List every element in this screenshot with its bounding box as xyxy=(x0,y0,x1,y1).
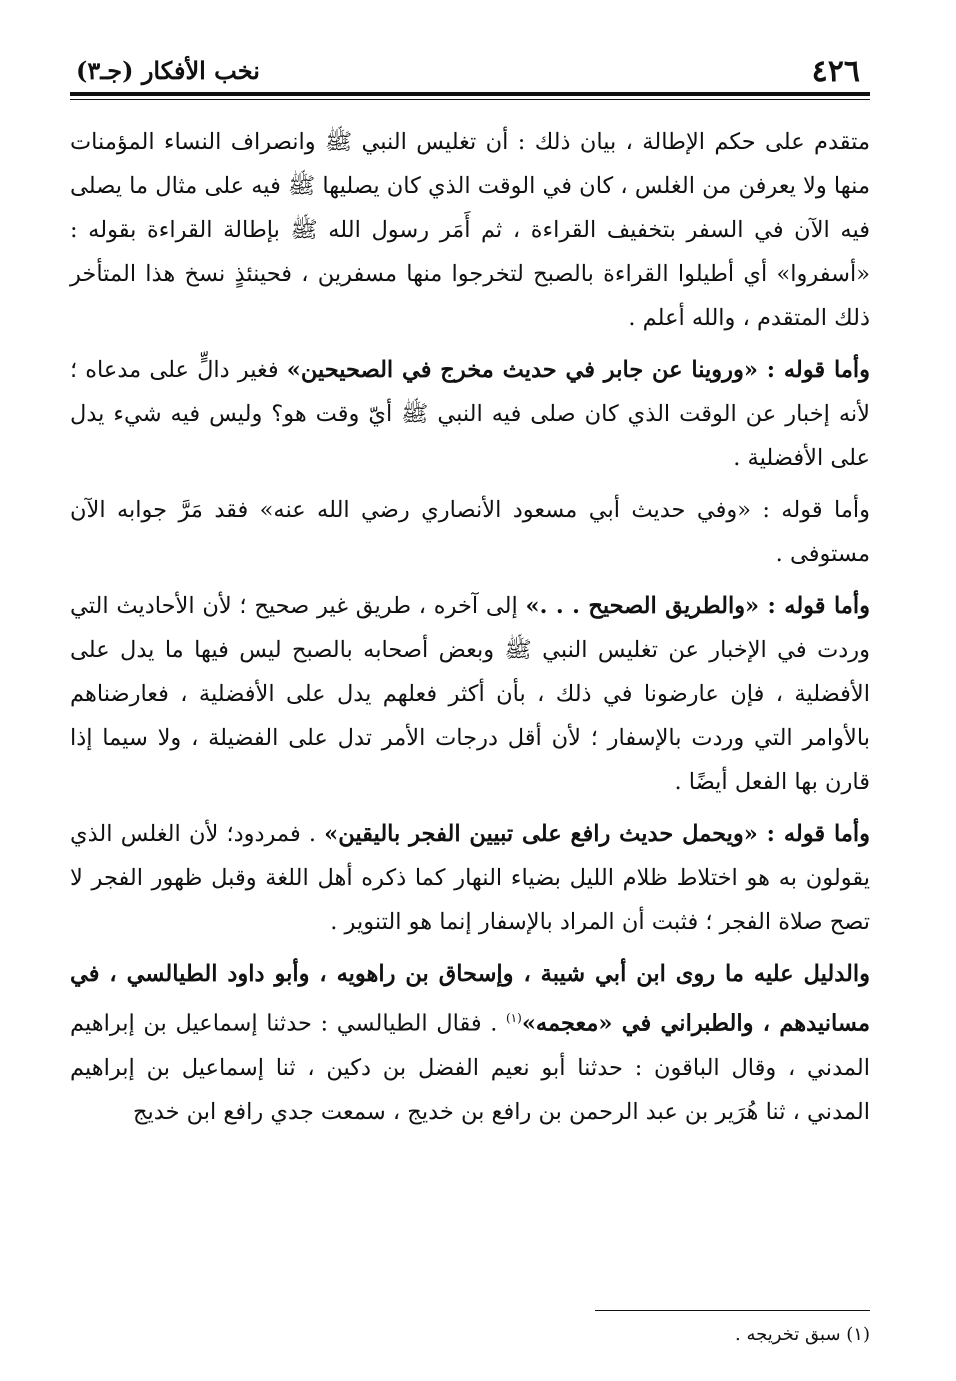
paragraph-text: وأما قوله : «وفي حديث أبي مسعود الأنصاري رضي الله عنه» فقد مَرَّ جوابه الآن مستوفى . xyxy=(70,497,870,567)
footnote: (١) سبق تخريجه . xyxy=(735,1324,870,1345)
paragraph-bold-lead: وأما قوله : «ويحمل حديث رافع على تبيين الفجر باليقين» xyxy=(324,821,870,847)
paragraph-bold-lead: وأما قوله : «والطريق الصحيح . . .» xyxy=(525,593,870,619)
page-body xyxy=(70,120,870,1142)
paragraph xyxy=(70,584,870,804)
footnote-rule xyxy=(595,1310,870,1311)
paragraph xyxy=(70,952,870,1134)
paragraph-bold-lead: والدليل عليه ما روى ابن أبي شيبة ، وإسحاق بن راهويه ، وأبو داود الطيالسي ، في مسانيدهم ، والطبراني في «معجمه» xyxy=(70,961,870,1037)
footnote-mark[interactable]: (١) xyxy=(505,1011,522,1025)
paragraph-text: . فمردود؛ لأن الغلس الذي يقولون به هو اختلاط ظلام الليل بضياء النهار كما ذكره أهل اللغة وقبل ظهور الفجر لا تصح صلاة الفجر ؛ فثبت أن المراد بالإسفار إنما هو التنوير . xyxy=(70,821,870,935)
paragraph-text: إلى آخره ، طريق غير صحيح ؛ لأن الأحاديث التي وردت في الإخبار عن تغليس النبي ﷺ وبعض أصحابه بالصبح ليس فيها ما يدل على الأفضلية ، فإن عارضونا في ذلك ، بأن أكثر فعلهم يدل على الأفضلية ، فعارضناهم بالأوامر التي وردت بالإسفار ؛ لأن أقل درجات الأمر تدل على الفضيلة ، ولا سيما إذا قارن بها الفعل أيضًا . xyxy=(70,593,870,795)
paragraph xyxy=(70,812,870,944)
page-number: ٤٢٦ xyxy=(811,54,860,89)
book-title: نخب الأفكار (جـ٣) xyxy=(76,56,260,85)
paragraph xyxy=(70,348,870,480)
header-rule-thin xyxy=(70,99,870,100)
paragraph xyxy=(70,120,870,340)
paragraph-bold-lead: وأما قوله : «وروينا عن جابر في حديث مخرج في الصحيحين» xyxy=(286,357,870,383)
paragraph-text: فغير دالٍّ على مدعاه ؛ لأنه إخبار عن الوقت الذي كان صلى فيه النبي ﷺ أيّ وقت هو؟ وليس فيه شيء يدل على الأفضلية . xyxy=(70,357,870,471)
page-header xyxy=(70,48,870,92)
paragraph xyxy=(70,488,870,576)
paragraph-text: . فقال الطيالسي : حدثنا إسماعيل بن إبراهيم المدني ، وقال الباقون : حدثنا أبو نعيم الفضل بن دكين ، ثنا إسماعيل بن إبراهيم المدني ، ثنا هُرَير بن عبد الرحمن بن رافع بن خديج ، سمعت جدي رافع ابن خديج xyxy=(70,1010,870,1125)
document-page xyxy=(70,48,870,1348)
header-rule-thick xyxy=(70,92,870,96)
paragraph-text: متقدم على حكم الإطالة ، بيان ذلك : أن تغليس النبي ﷺ وانصراف النساء المؤمنات منها ولا يعرفن من الغلس ، كان في الوقت الذي كان يصليها ﷺ فيه على مثال ما يصلى فيه الآن في السفر بتخفيف القراءة ، ثم أَمَر رسول الله ﷺ بإطالة القراءة بقوله : «أسفروا» أي أطيلوا القراءة بالصبح لتخرجوا منها مسفرين ، فحينئذٍ نسخ هذا المتأخر ذلك المتقدم ، والله أعلم . xyxy=(70,129,870,331)
